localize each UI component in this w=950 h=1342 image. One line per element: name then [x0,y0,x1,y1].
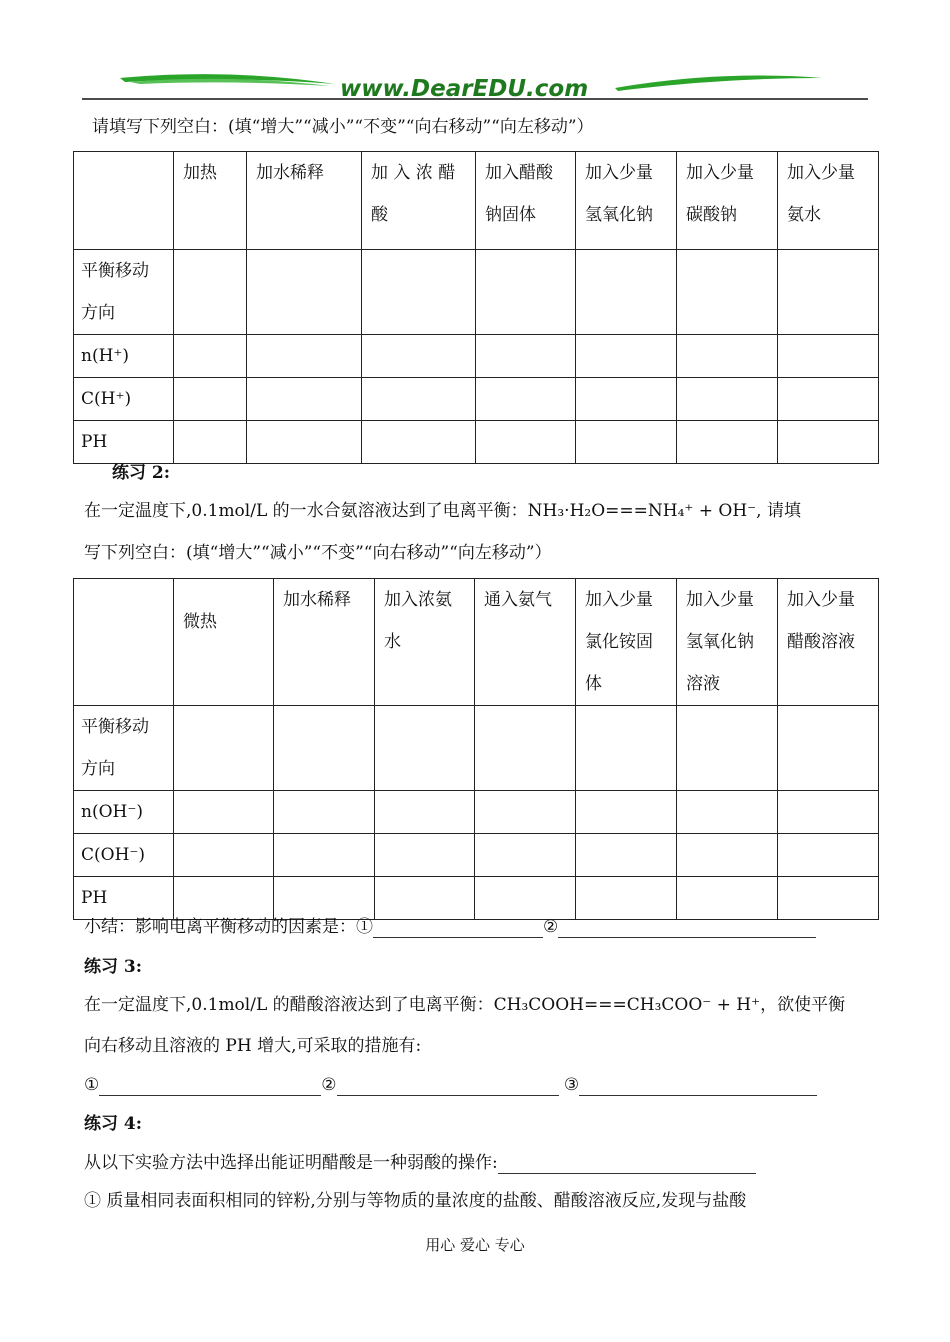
cell-text-line: 加入少量 [585,163,653,183]
summary-blank-2[interactable] [558,919,816,938]
table-acetic-acid [73,151,879,464]
summary-marker-1: ① [356,917,373,937]
table1-header-row [74,152,879,250]
exercise4-line2: ① 质量相同表面积相同的锌粉,分别与等物质的量浓度的盐酸、醋酸溶液反应,发现与盐酸 [84,1191,747,1211]
table2-row-header [74,706,174,791]
answer-cell[interactable] [174,834,274,877]
brand-text[interactable]: www.DearEDU.com [340,76,589,102]
table1-row-header [74,378,174,421]
exercise4-line1-wrap [84,1152,756,1174]
answer-cell[interactable] [677,791,778,834]
cell-text-line: 平衡移动 [81,717,149,737]
answer-cell[interactable] [247,421,362,464]
answer-cell[interactable] [778,335,879,378]
cell-text-line: 平衡移动 [81,261,149,281]
answer-cell[interactable] [362,421,476,464]
table-row [74,335,879,378]
cell-text-line: 氯化铵固 [585,632,653,652]
answer-cell[interactable] [174,250,247,335]
cell-text-line: 加入醋酸 [485,163,553,183]
table-row [74,791,879,834]
table1-col-header [174,152,247,250]
table2-col-header [778,579,879,706]
table1-col-header [576,152,677,250]
cell-text-line: 氨水 [787,205,821,225]
table1-corner-cell [74,152,174,250]
header-logo [0,66,950,106]
answer-cell[interactable] [476,378,576,421]
cell-text-line: 钠固体 [485,205,536,225]
exercise3-marker-3: ③ [563,1075,580,1095]
intro-text: 请填写下列空白：(填“增大”“减小”“不变”“向右移动”“向左移动”） [92,117,594,137]
cell-text-line: 加入浓氨 [384,590,452,610]
answer-cell[interactable] [778,706,879,791]
answer-cell[interactable] [476,421,576,464]
answer-cell[interactable] [475,706,576,791]
answer-cell[interactable] [362,335,476,378]
cell-text-line: 加水稀释 [283,590,351,610]
summary-line [84,916,816,938]
summary-label: 小结：影响电离平衡移动的因素是： [84,917,356,937]
exercise3-line2: 向右移动且溶液的 PH 增大,可采取的措施有: [84,1036,422,1056]
answer-cell[interactable] [476,335,576,378]
answer-cell[interactable] [576,335,677,378]
cell-text-line: 加 入 浓 醋 [371,163,456,183]
answer-cell[interactable] [274,834,375,877]
answer-cell[interactable] [778,834,879,877]
exercise4-title: 练习 4: [84,1114,143,1134]
answer-cell[interactable] [677,335,778,378]
table1-row-header [74,421,174,464]
answer-cell[interactable] [476,250,576,335]
answer-cell[interactable] [375,834,475,877]
table2-row-header [74,877,174,920]
answer-cell[interactable] [576,421,677,464]
cell-text-line: PH [81,432,108,452]
answer-cell[interactable] [576,877,677,920]
table2-col-header [174,579,274,706]
cell-text-line: 方向 [81,759,115,779]
answer-cell[interactable] [778,421,879,464]
table2-col-header [274,579,375,706]
answer-cell[interactable] [475,877,576,920]
table-row [74,421,879,464]
exercise3-title: 练习 3: [84,957,143,977]
answer-cell[interactable] [677,421,778,464]
table-row [74,877,879,920]
answer-cell[interactable] [576,250,677,335]
table2-col-header [375,579,475,706]
answer-cell[interactable] [475,791,576,834]
answer-cell[interactable] [174,706,274,791]
answer-cell[interactable] [174,877,274,920]
answer-cell[interactable] [778,250,879,335]
cell-text-line: 加入少量 [787,590,855,610]
exercise3-marker-2: ② [321,1075,337,1095]
summary-blank-1[interactable] [373,919,543,938]
answer-cell[interactable] [576,706,677,791]
cell-text-line: 加水稀释 [256,163,324,183]
table1-col-header [362,152,476,250]
answer-cell[interactable] [576,834,677,877]
exercise4-line1: 从以下实验方法中选择出能证明醋酸是一种弱酸的操作: [84,1153,498,1173]
cell-text-line: 加入少量 [686,590,754,610]
cell-text-line: 加入少量 [787,163,855,183]
answer-cell[interactable] [778,791,879,834]
answer-cell[interactable] [174,335,247,378]
exercise2-line1: 在一定温度下,0.1mol/L 的一水合氨溶液达到了电离平衡：NH₃·H₂O===NH₄⁺ + OH⁻, 请填 [84,501,801,521]
answer-cell[interactable] [677,877,778,920]
answer-cell[interactable] [174,378,247,421]
answer-cell[interactable] [475,834,576,877]
cell-text-line: C(OH⁻) [81,845,146,865]
answer-cell[interactable] [375,706,475,791]
answer-cell[interactable] [375,877,475,920]
cell-text-line: 方向 [81,303,115,323]
table-row [74,706,879,791]
answer-cell[interactable] [274,706,375,791]
cell-text-line: 溶液 [686,674,720,694]
table2-row-header [74,791,174,834]
answer-cell[interactable] [247,335,362,378]
table1-col-header [778,152,879,250]
exercise4-blank[interactable] [498,1155,756,1174]
table2-col-header [677,579,778,706]
answer-cell[interactable] [576,378,677,421]
cell-text-line: 微热 [183,612,217,632]
cell-text-line: 醋酸溶液 [787,632,855,652]
exercise3-blank-2[interactable] [337,1077,559,1096]
answer-cell[interactable] [247,378,362,421]
answer-cell[interactable] [677,250,778,335]
table-row [74,378,879,421]
answer-cell[interactable] [174,421,247,464]
cell-text-line: 加入少量 [585,590,653,610]
cell-text-line: 通入氨气 [484,590,552,610]
table1-col-header [476,152,576,250]
cell-text-line: n(OH⁻) [81,802,143,822]
table2-col-header [576,579,677,706]
cell-text-line: 氢氧化钠 [686,632,754,652]
cell-text-line: C(H⁺) [81,389,132,409]
answer-cell[interactable] [677,706,778,791]
exercise3-blank-3[interactable] [579,1077,817,1096]
summary-marker-2: ② [543,917,559,937]
answer-cell[interactable] [274,791,375,834]
table2-corner-cell [74,579,174,706]
table-row [74,250,879,335]
answer-cell[interactable] [778,877,879,920]
table2-header-row [74,579,879,706]
footer-text: 用心 爱心 专心 [425,1236,525,1254]
exercise2-line2: 写下列空白：(填“增大”“减小”“不变”“向右移动”“向左移动”） [84,543,552,563]
cell-text-line: 碳酸钠 [686,205,737,225]
cell-text-line: n(H⁺) [81,346,130,366]
cell-text-line: 加入少量 [686,163,754,183]
answer-cell[interactable] [375,791,475,834]
answer-cell[interactable] [274,877,375,920]
exercise3-line1: 在一定温度下,0.1mol/L 的醋酸溶液达到了电离平衡：CH₃COOH===CH₃COO⁻ + H⁺，欲使平衡 [84,995,846,1015]
answer-cell[interactable] [174,791,274,834]
exercise2-title: 练习 2: [112,463,171,483]
exercise3-blank-1[interactable] [99,1077,321,1096]
exercise3-marker-1: ① [84,1075,100,1095]
answer-cell[interactable] [677,378,778,421]
cell-text-line: 酸 [371,205,388,225]
table1-col-header [247,152,362,250]
table-row [74,834,879,877]
table1-row-header [74,250,174,335]
answer-cell[interactable] [778,378,879,421]
exercise3-answers [84,1074,817,1096]
table1-col-header [677,152,778,250]
table2-col-header [475,579,576,706]
answer-cell[interactable] [362,378,476,421]
cell-text-line: PH [81,888,108,908]
cell-text-line: 氢氧化钠 [585,205,653,225]
table2-row-header [74,834,174,877]
table1-row-header [74,335,174,378]
cell-text-line: 水 [384,632,401,652]
answer-cell[interactable] [247,250,362,335]
cell-text-line: 体 [585,674,602,694]
answer-cell[interactable] [677,834,778,877]
answer-cell[interactable] [576,791,677,834]
right-swoosh [615,76,822,91]
cell-text-line: 加热 [183,163,217,183]
answer-cell[interactable] [362,250,476,335]
table-ammonia [73,578,879,920]
